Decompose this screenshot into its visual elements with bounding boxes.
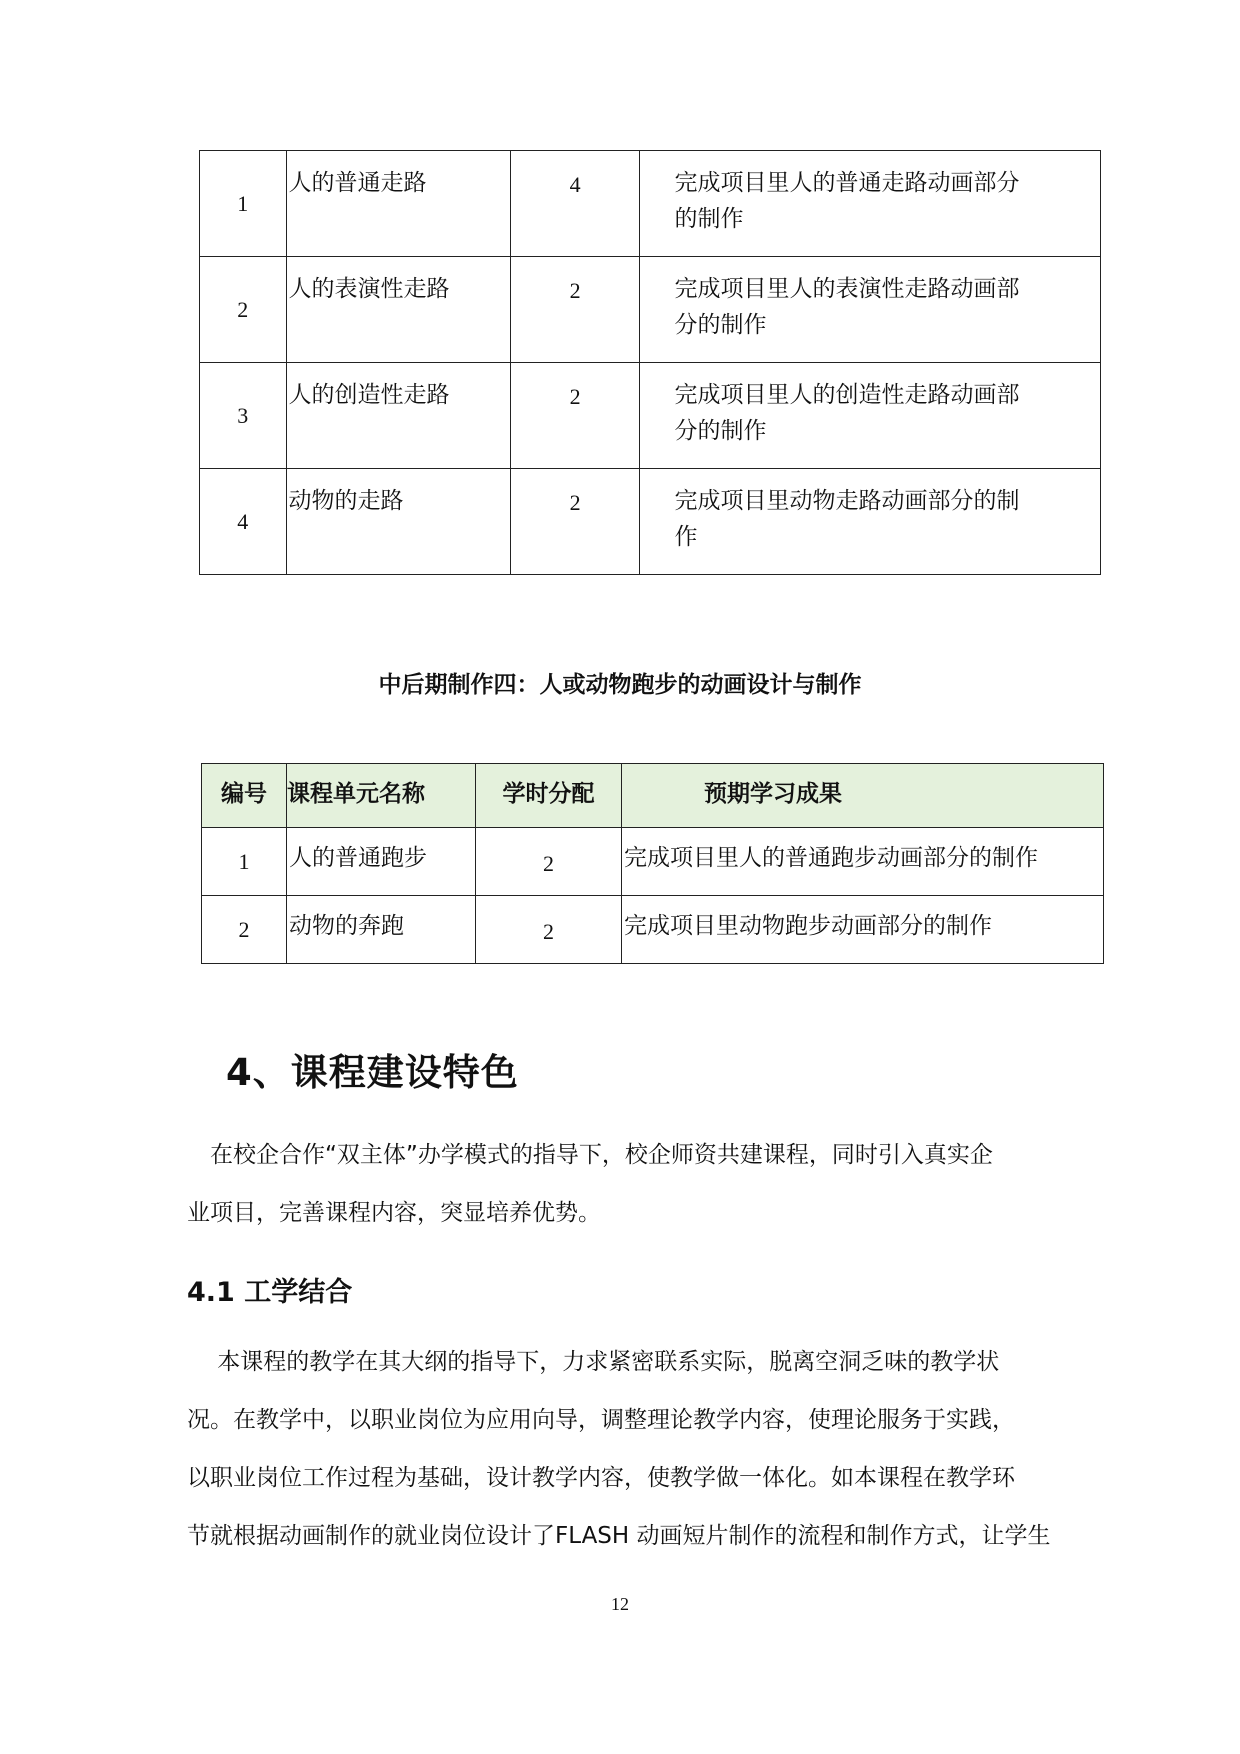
unit-hours: 2 [569,384,581,409]
unit-name: 动物的奔跑 [289,913,404,939]
unit-number: 1 [202,828,287,896]
unit-number: 1 [200,151,287,257]
walking-units-table [199,150,1101,575]
paragraph-line: 节就根据动画制作的就业岗位设计了FLASH 动画短片制作的流程和制作方式，让学生 [187,1523,1051,1549]
unit-hours: 2 [569,490,581,515]
unit-name: 人的普通跑步 [289,845,427,871]
unit-outcome: 完成项目里人的表演性走路动画部 分的制作 [674,276,1020,338]
unit-outcome: 完成项目里动物走路动画部分的制 作 [674,488,1020,550]
unit-hours: 2 [543,851,554,876]
section-heading: 4、课程建设特色 [226,1051,519,1094]
unit-name: 人的普通走路 [288,170,427,196]
page-number: 12 [611,1594,629,1614]
body-paragraph [187,1333,1051,1565]
unit-hours: 4 [569,172,581,197]
unit-number: 2 [202,896,287,964]
paragraph-line: 业项目，完善课程内容，突显培养优势。 [187,1200,601,1226]
unit-outcome: 完成项目里人的普通走路动画部分 的制作 [674,170,1020,232]
header-number: 编号 [221,781,267,807]
table-row [200,151,1101,257]
unit-name: 动物的走路 [288,488,404,514]
unit-hours: 2 [569,278,581,303]
table-row [202,828,1104,896]
unit-outcome: 完成项目里动物跑步动画部分的制作 [624,913,992,939]
paragraph-line: 况。在教学中，以职业岗位为应用向导，调整理论教学内容，使理论服务于实践， [187,1407,1015,1433]
subsection-heading: 4.1 工学结合 [187,1277,353,1308]
header-outcome: 预期学习成果 [704,781,842,807]
paragraph-line: 在校企合作“双主体”办学模式的指导下，校企师资共建课程，同时引入真实企 [187,1142,993,1168]
unit-hours: 2 [543,919,554,944]
header-unit-name: 课程单元名称 [287,781,425,807]
unit-name: 人的表演性走路 [288,276,450,302]
unit-number: 4 [200,469,287,575]
unit-outcome: 完成项目里人的创造性走路动画部 分的制作 [674,382,1020,444]
unit-number: 3 [200,363,287,469]
header-hours: 学时分配 [502,781,595,807]
unit-name: 人的创造性走路 [288,382,450,408]
paragraph-line: 本课程的教学在其大纲的指导下，力求紧密联系实际，脱离空洞乏味的教学状 [187,1349,1000,1375]
table-row [202,896,1104,964]
table-caption: 中后期制作四：人或动物跑步的动画设计与制作 [378,672,862,698]
table-row [200,469,1101,575]
paragraph-line: 以职业岗位工作过程为基础，设计教学内容，使教学做一体化。如本课程在教学环 [187,1465,1015,1491]
running-units-table [201,763,1104,964]
unit-number: 2 [200,257,287,363]
table-row [200,363,1101,469]
unit-outcome: 完成项目里人的普通跑步动画部分的制作 [624,845,1038,871]
table-row [200,257,1101,363]
table-header-row [202,764,1104,828]
intro-paragraph [187,1126,1047,1242]
